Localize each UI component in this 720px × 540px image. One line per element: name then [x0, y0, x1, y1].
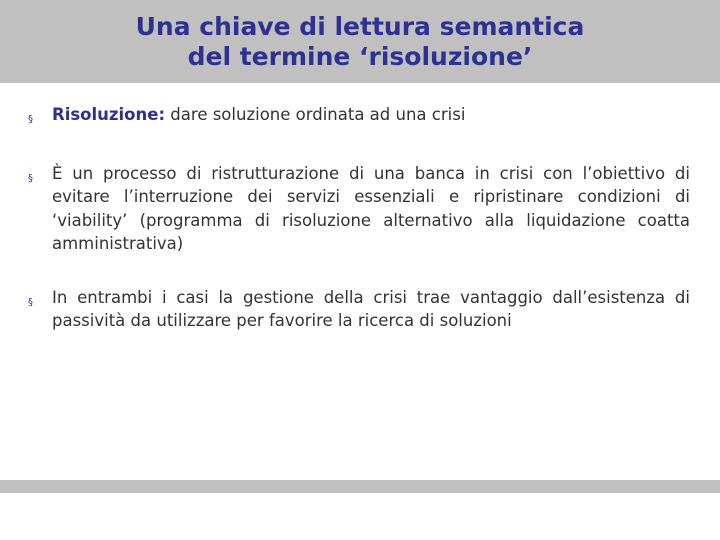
title-bar	[0, 0, 720, 83]
bullet-marker-icon: §	[28, 172, 33, 184]
bullet-item	[28, 103, 690, 132]
bullet-text: È un processo di ristrutturazione di una banca in crisi con l’obiettivo di evitare l’interruzione dei servizi essenziali e ripristinare condizioni di ‘viability’ (programma di risoluzione alternativo alla liquidazione coatta amministrativa)	[52, 163, 690, 253]
bullet-text	[52, 103, 690, 127]
bullet-list	[28, 103, 690, 333]
bullet-item	[28, 162, 690, 256]
bullet-definition: dare soluzione ordinata ad una crisi	[165, 105, 466, 124]
slide-title-line-2: del termine ‘risoluzione’	[187, 41, 533, 71]
slide-title-line-1: Una chiave di lettura semantica	[135, 11, 585, 41]
footer-bar	[0, 480, 720, 493]
bullet-text: In entrambi i casi la gestione della crisi trae vantaggio dall’esistenza di passività da utilizzare per favorire la ricerca di soluzioni	[52, 287, 690, 330]
bullet-marker-icon: §	[28, 296, 33, 308]
bullet-term: Risoluzione:	[52, 105, 166, 124]
bullet-marker-icon: §	[28, 114, 33, 125]
bullet-item	[28, 286, 690, 333]
